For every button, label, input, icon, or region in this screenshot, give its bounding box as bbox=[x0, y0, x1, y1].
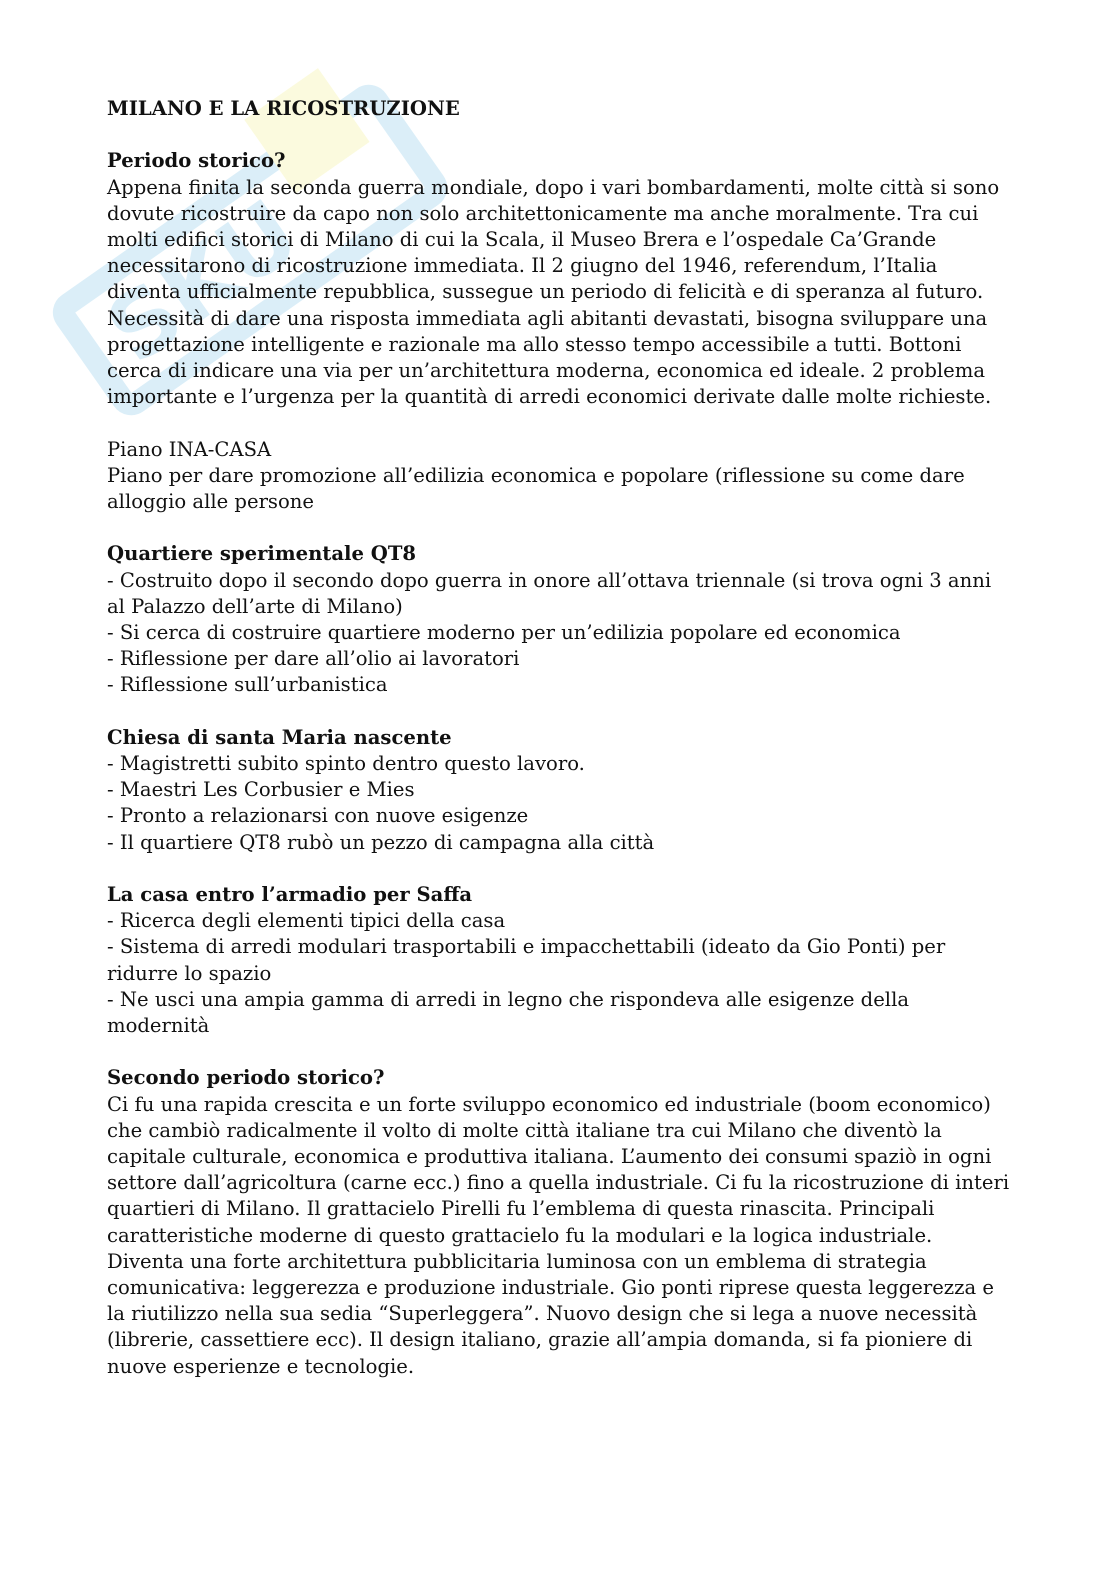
list-item: - Magistretti subito spinto dentro questo lavoro. bbox=[107, 752, 585, 776]
section-heading-chiesa: Chiesa di santa Maria nascente bbox=[107, 725, 452, 749]
document-body bbox=[107, 96, 1012, 1380]
list-item: - Riflessione per dare all’olio ai lavoratori bbox=[107, 647, 520, 671]
list-item: - Riflessione sull’urbanistica bbox=[107, 673, 388, 697]
list-item: - Il quartiere QT8 rubò un pezzo di campagna alla città bbox=[107, 830, 655, 854]
document-title: MILANO E LA RICOSTRUZIONE bbox=[107, 97, 460, 120]
section-heading-secondo: Secondo periodo storico? bbox=[107, 1066, 385, 1090]
list-item: - Maestri Les Corbusier e Mies bbox=[107, 778, 415, 802]
list-item: - Ne usci una ampia gamma di arredi in legno che rispondeva alle esigenze della modernità bbox=[107, 987, 910, 1038]
list-item: - Sistema di arredi modulari trasportabili e impacchettabili (ideato da Gio Ponti) per ridurre lo spazio bbox=[107, 935, 946, 985]
section-list-qt8 bbox=[107, 568, 1012, 699]
svg-text:SKU: SKU bbox=[88, 180, 318, 385]
section-list-chiesa bbox=[107, 751, 1012, 856]
list-item: - Pronto a relazionarsi con nuove esigenze bbox=[107, 804, 529, 828]
section-text-periodo: Appena finita la seconda guerra mondiale, dopo i vari bombardamenti, molte città si sono dovute ricostruire da capo non solo architettonicamente ma anche moralmente. Tra cui molti edifici storici di Milano di cui la Scala, il Museo Brera e l’ospedale Ca’Grande necessitarono di ricostruzione immediata. Il 2 giugno del 1946, referendum, l’Italia diventa ufficialmente repubblica, sussegue un periodo di felicità e di speranza al futuro. Necessità di dare una risposta immediata agli abitanti devastati, bisogna sviluppare una progettazione intelligente e razionale ma allo stesso tempo accessibile a tutti. Bottoni cerca di indicare una via per un’architettura moderna, economica ed ideale. 2 problema importante e l’urgenza per la quantità di arredi economici derivate dalle molte richieste. bbox=[107, 175, 1000, 409]
section-heading-saffa: La casa entro l’armadio per Saffa bbox=[107, 883, 473, 907]
section-list-saffa bbox=[107, 908, 1012, 1039]
list-item: - Si cerca di costruire quartiere moderno per un’edilizia popolare ed economica bbox=[107, 621, 901, 645]
list-item: - Ricerca degli elementi tipici della casa bbox=[107, 909, 506, 933]
list-item: - Costruito dopo il secondo dopo guerra in onore all’ottava triennale (si trova ogni 3 anni al Palazzo dell’arte di Milano) bbox=[107, 568, 992, 618]
section-heading-qt8: Quartiere sperimentale QT8 bbox=[107, 542, 417, 566]
section-heading-ina-casa: Piano INA-CASA bbox=[107, 437, 272, 461]
section-text-secondo: Ci fu una rapida crescita e un forte sviluppo economico ed industriale (boom economico) che cambiò radicalmente il volto di molte città italiane tra cui Milano che diventò la capitale culturale, economica e produttiva italiana. L’aumento dei consumi spaziò in ogni settore dall’agricoltura (carne ecc.) fino a quella industriale. Ci fu la ricostruzione di interi quartieri di Milano. Il grattacielo Pirelli fu l’emblema di questa rinascita. Principali caratteristiche moderne di questo grattacielo fu la modulari e la logica industriale. Diventa una forte architettura pubblicitaria luminosa con un emblema di strategia comunicativa: leggerezza e produzione industriale. Gio ponti riprese questa leggerezza e la riutilizzo nella sua sedia “Superleggera”. Nuovo design che si lega a nuove necessità (librerie, cassettiere ecc). Il design italiano, grazie all’ampia domanda, si fa pioniere di nuove esperienze e tecnologie. bbox=[107, 1092, 1010, 1378]
section-text-ina-casa: Piano per dare promozione all’edilizia economica e popolare (riflessione su come dare alloggio alle persone bbox=[107, 463, 965, 514]
section-heading-periodo: Periodo storico? bbox=[107, 149, 286, 173]
